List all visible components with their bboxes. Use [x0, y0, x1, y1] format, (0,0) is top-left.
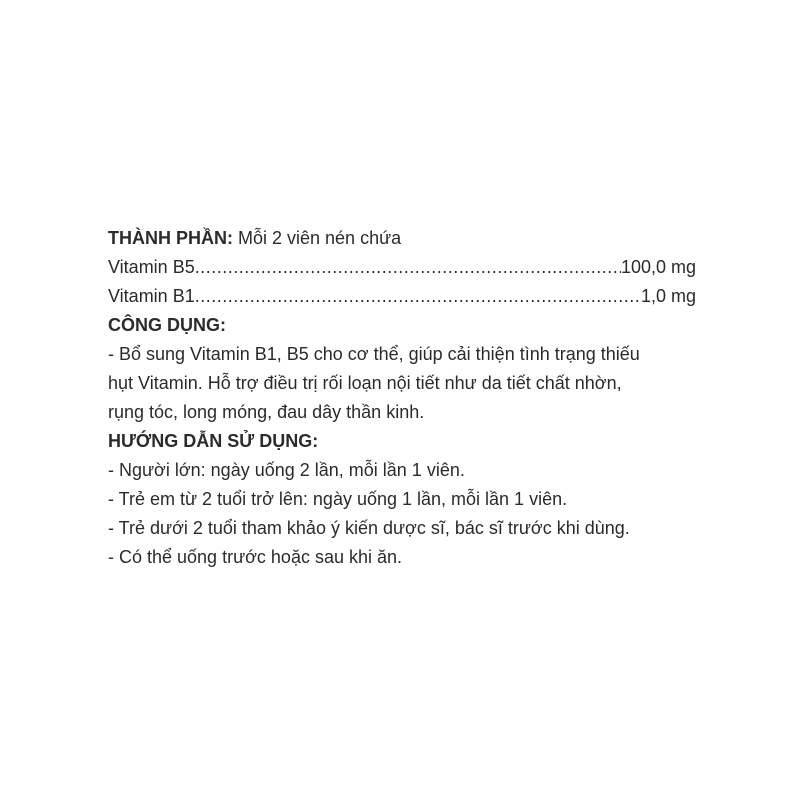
directions-heading: HƯỚNG DẪN SỬ DỤNG:: [108, 431, 319, 451]
uses-line: hụt Vitamin. Hỗ trợ điều trị rối loạn nội tiết như da tiết chất nhờn,: [108, 373, 622, 393]
ingredient-row: [108, 253, 696, 282]
ingredient-amount: 1,0 mg: [640, 286, 696, 306]
uses-heading: CÔNG DỤNG:: [108, 315, 226, 335]
ingredients-subtitle: Mỗi 2 viên nén chứa: [233, 228, 402, 248]
label-document: [108, 224, 708, 572]
directions-line: - Có thể uống trước hoặc sau khi ăn.: [108, 547, 403, 567]
ingredients-title-line: [108, 224, 708, 253]
directions-line: - Trẻ dưới 2 tuổi tham khảo ý kiến dược sĩ, bác sĩ trước khi dùng.: [108, 518, 630, 538]
ingredient-amount: 100,0 mg: [620, 257, 696, 277]
directions-line: - Trẻ em từ 2 tuổi trở lên: ngày uống 1 lần, mỗi lần 1 viên.: [108, 489, 568, 509]
ingredient-row: [108, 282, 696, 311]
uses-line: - Bổ sung Vitamin B1, B5 cho cơ thể, giúp cải thiện tình trạng thiếu: [108, 344, 640, 364]
ingredients-heading: THÀNH PHẦN:: [108, 228, 233, 248]
uses-line: rụng tóc, long móng, đau dây thần kinh.: [108, 402, 425, 422]
directions-line: - Người lớn: ngày uống 2 lần, mỗi lần 1 viên.: [108, 460, 465, 480]
ingredient-name: Vitamin B1: [108, 286, 195, 306]
dot-leader: [195, 282, 641, 311]
ingredient-name: Vitamin B5: [108, 257, 195, 277]
dot-leader: [195, 253, 621, 282]
